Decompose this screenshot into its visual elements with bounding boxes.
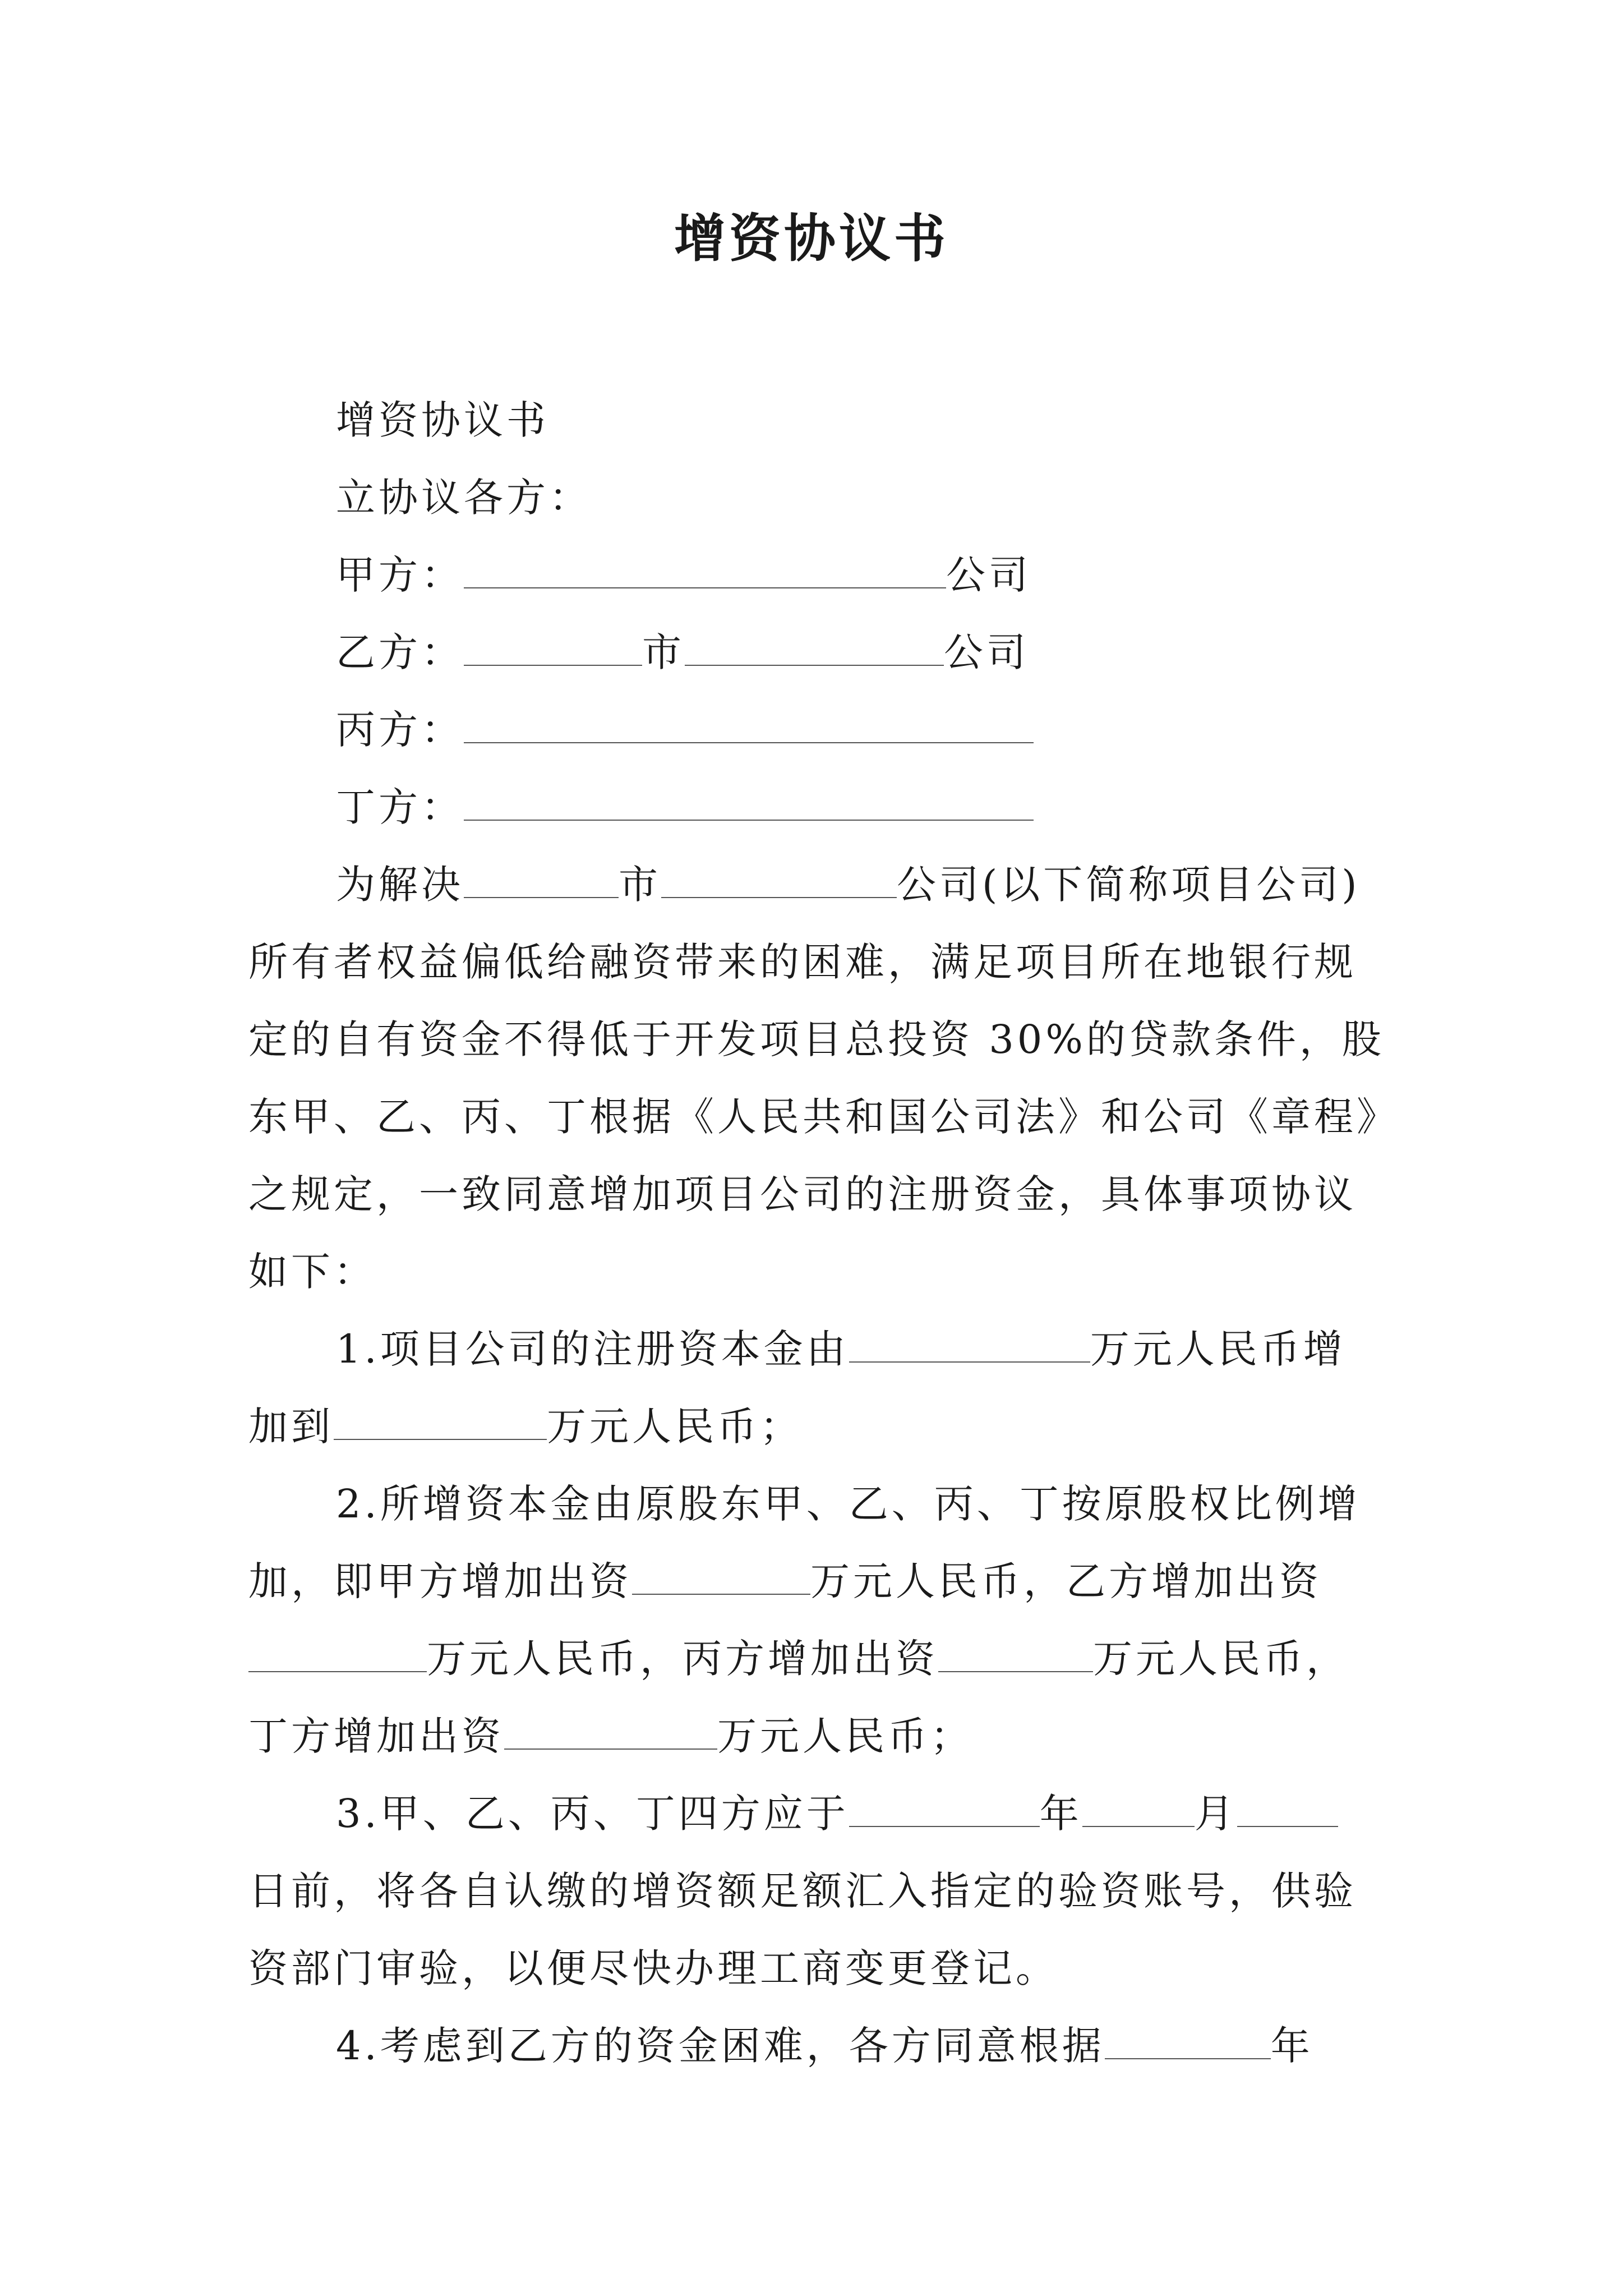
preamble-line-1 [248,846,1377,923]
item3-text: 3.甲、乙、丙、丁四方应于 [336,1791,849,1837]
preamble-text: 为解决 [336,862,464,908]
item2-line-1: 2.所增资本金由原股东甲、乙、丙、丁按原股权比例增 [336,1481,1361,1527]
preamble-text: 市 [619,862,661,908]
preamble-company-blank [661,863,897,898]
item3-text: 月 [1194,1791,1237,1837]
item3-year-blank [849,1792,1040,1827]
party-b-label: 乙方： [336,629,464,675]
item1-line-1 [248,1310,1377,1388]
party-b-suffix: 公司 [944,629,1029,675]
item1-line-2 [248,1388,1377,1465]
item4-year-blank [1105,2024,1271,2059]
item2-text: 丁方增加出资 [248,1713,504,1759]
item2-text: 万元人民币； [717,1713,973,1759]
item2-party-d-blank [504,1715,717,1750]
item2-line-3 [248,1620,1377,1697]
party-b-company-blank [685,631,944,666]
item1-text: 万元人民币； [547,1404,803,1450]
preamble-line-5: 之规定，一致同意增加项目公司的注册资金，具体事项协议 [248,1171,1357,1217]
item2-party-c-blank [938,1637,1093,1672]
item2-text: 万元人民币， [1093,1636,1349,1682]
party-a-label: 甲方： [336,552,464,598]
preamble-line-6: 如下： [248,1249,376,1295]
item2-text: 万元人民币，乙方增加出资 [810,1558,1322,1604]
party-a-suffix: 公司 [946,552,1031,598]
subtitle-line [248,381,1377,459]
party-c-line [248,691,1377,769]
item1-text: 万元人民币增 [1090,1326,1346,1372]
item2-text: 加，即甲方增加出资 [248,1558,632,1604]
party-b-line [248,614,1377,691]
party-d-blank [464,786,1034,821]
party-a-blank [464,554,946,588]
item1-to-blank [334,1405,547,1440]
item3-day-blank [1237,1792,1338,1827]
item4-text: 年 [1270,2023,1313,2069]
preamble-text: 公司(以下简称项目公司) [897,862,1361,908]
item1-text: 加到 [248,1404,334,1450]
party-b-city-blank [464,631,642,666]
parties-heading-line [248,459,1377,536]
item3-line-2: 日前，将各自认缴的增资额足额汇入指定的验资账号，供验 [248,1868,1357,1914]
party-b-city: 市 [642,629,685,675]
item2-text: 万元人民币，丙方增加出资 [427,1636,938,1682]
item4-text: 4.考虑到乙方的资金困难，各方同意根据 [336,2023,1105,2069]
preamble-line-4: 东甲、乙、丙、丁根据《人民共和国公司法》和公司《章程》 [248,1094,1399,1140]
item1-from-blank [849,1328,1090,1363]
party-c-blank [464,708,1034,743]
item3-line-3: 资部门审验，以便尽快办理工商变更登记。 [248,1945,1058,1991]
item2-line-4 [248,1697,1377,1775]
party-d-line [248,769,1377,846]
party-d-label: 丁方： [336,784,464,830]
preamble-city-blank [464,863,619,898]
preamble-line-2: 所有者权益偏低给融资带来的困难，满足项目所在地银行规 [248,939,1357,985]
item3-text: 年 [1039,1791,1082,1837]
subtitle: 增资协议书 [336,397,549,443]
item3-line-1 [248,1775,1377,1852]
parties-heading: 立协议各方： [336,475,592,521]
party-a-line [248,536,1377,614]
item1-text: 1.项目公司的注册资本金由 [336,1326,849,1372]
item2-party-b-blank [248,1637,427,1672]
item2-line-2 [248,1543,1377,1620]
item4-line-1 [248,2007,1377,2085]
item3-month-blank [1082,1792,1195,1827]
document-body [248,381,1399,2085]
item2-party-a-blank [632,1560,810,1595]
document-title: 增资协议书 [674,208,949,269]
preamble-line-3: 定的自有资金不得低于开发项目总投资 30%的贷款条件，股 [248,1016,1385,1062]
party-c-label: 丙方： [336,707,464,753]
